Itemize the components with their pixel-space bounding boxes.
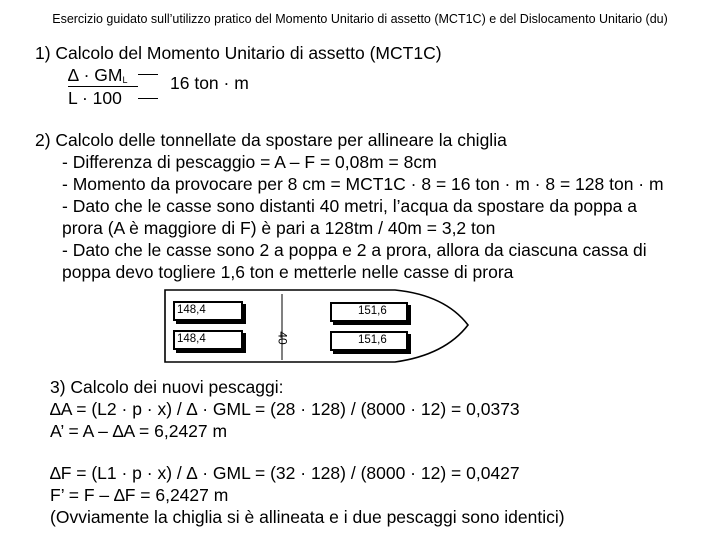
numerator-subscript: L: [122, 75, 128, 85]
formula-result: 16 ton · m: [170, 73, 249, 93]
section3-heading: 3) Calcolo dei nuovi pescaggi:: [50, 377, 284, 397]
section3-line: (Ovviamente la chiglia si è allineata e i due pescaggi sono identici): [50, 507, 565, 527]
aft-tank-top: 148,4: [173, 301, 243, 321]
aft-tank-bottom: 148,4: [173, 330, 243, 350]
section3-line: F’ = F – ∆F = 6,2427 m: [50, 485, 229, 505]
section2-line: prora (A è maggiore di F) è pari a 128tm / 40m = 3,2 ton: [62, 218, 496, 238]
section3-line: ∆F = (L1 · p · x) / ∆ · GML = (32 · 128) / (8000 · 12) = 0,0427: [50, 463, 520, 483]
section2-line: - Dato che le casse sono 2 a poppa e 2 a prora, allora da ciascuna cassa di: [62, 240, 647, 260]
fwd-tank-bottom: 151,6: [330, 331, 408, 351]
section2-line: - Dato che le casse sono distanti 40 metri, l’acqua da spostare da poppa a: [62, 196, 637, 216]
slide-title: Esercizio guidato sull’utilizzo pratico del Momento Unitario di assetto (MCT1C) e del Dislocamento Unitario (du): [52, 12, 668, 26]
section3-line: A’ = A – ∆A = 6,2427 m: [50, 421, 228, 441]
section2-line: - Momento da provocare per 8 cm = MCT1C · 8 = 16 ton · m · 8 = 128 ton · m: [62, 174, 664, 194]
section2-line: - Differenza di pescaggio = A – F = 0,08m = 8cm: [62, 152, 437, 172]
section1-heading: 1) Calcolo del Momento Unitario di assetto (MCT1C): [35, 43, 442, 63]
fwd-tank-top: 151,6: [330, 302, 408, 322]
formula-denominator: L · 100: [68, 88, 122, 108]
section3-line: ∆A = (L2 · p · x) / ∆ · GML = (28 · 128) / (8000 · 12) = 0,0373: [50, 399, 520, 419]
section2-line: poppa devo togliere 1,6 ton e metterle nelle casse di prora: [62, 262, 514, 282]
tank-distance-label: 40: [275, 331, 290, 345]
numerator-text: ∆ · GM: [68, 65, 123, 85]
section2-heading: 2) Calcolo delle tonnellate da spostare per allineare la chiglia: [35, 130, 507, 150]
